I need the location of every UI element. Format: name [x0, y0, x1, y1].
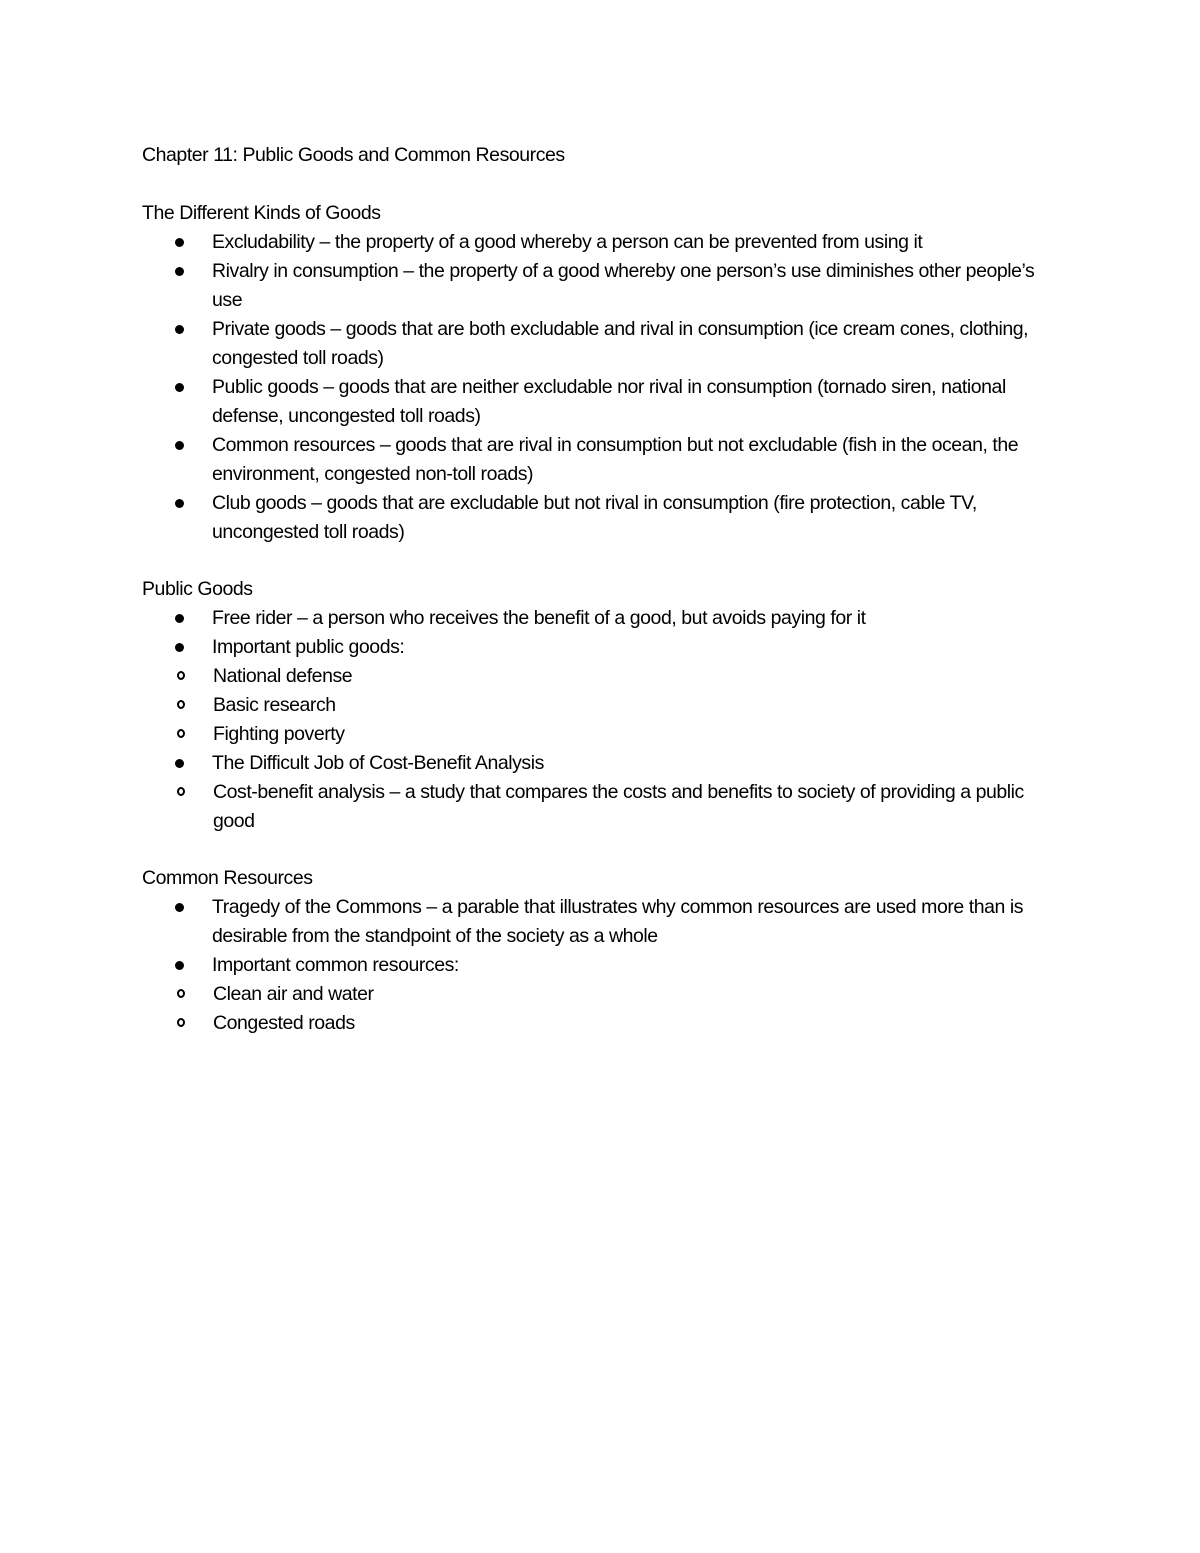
bullet-icon: [175, 238, 184, 247]
list-item-text: Rivalry in consumption – the property of a good whereby one person’s use diminishes other people’s use: [212, 260, 1035, 311]
sub-list-item-text: Fighting poverty: [213, 723, 345, 745]
sub-list-item: [142, 720, 1067, 749]
document-title: Chapter 11: Public Goods and Common Resources: [142, 144, 565, 166]
bullet-icon: [175, 614, 184, 623]
section-public-goods: [142, 575, 1067, 836]
bullet-icon: [175, 643, 184, 652]
section-heading: Common Resources: [142, 867, 313, 889]
sub-list-item-text: Congested roads: [213, 1012, 355, 1034]
list-item: [142, 489, 1067, 547]
hollow-bullet-icon: [177, 989, 185, 998]
bullet-icon: [175, 383, 184, 392]
sub-bullet-list: [142, 778, 1067, 836]
list-item-text: Excludability – the property of a good whereby a person can be prevented from using it: [212, 231, 923, 253]
list-item: [142, 431, 1067, 489]
bullet-icon: [175, 325, 184, 334]
sub-list-item: [142, 980, 1067, 1009]
list-item-text: Important public goods:: [212, 636, 405, 658]
bullet-icon: [175, 903, 184, 912]
list-item: [142, 373, 1067, 431]
list-item: [142, 749, 1067, 778]
list-item-text: Private goods – goods that are both excludable and rival in consumption (ice cream cones, clothing, congested toll roads): [212, 318, 1029, 369]
list-item: [142, 633, 1067, 662]
sub-bullet-list: [142, 662, 1067, 749]
hollow-bullet-icon: [177, 700, 185, 709]
section-heading: The Different Kinds of Goods: [142, 202, 381, 224]
document-content: [142, 141, 1067, 1066]
list-item: [142, 951, 1067, 980]
section-common-resources: [142, 864, 1067, 1038]
sub-list-item: [142, 778, 1067, 836]
bullet-icon: [175, 961, 184, 970]
bullet-icon: [175, 267, 184, 276]
bullet-list: [142, 228, 1067, 547]
list-item: [142, 893, 1067, 951]
bullet-icon: [175, 759, 184, 768]
sub-list-item-text: Basic research: [213, 694, 336, 716]
list-item-text: The Difficult Job of Cost-Benefit Analysis: [212, 752, 544, 774]
sub-list-item-text: Clean air and water: [213, 983, 374, 1005]
list-item-text: Tragedy of the Commons – a parable that illustrates why common resources are used more than is desirable from the standpoint of the society as a whole: [212, 896, 1024, 947]
hollow-bullet-icon: [177, 729, 185, 738]
sub-bullet-list: [142, 980, 1067, 1038]
sub-list-item: [142, 1009, 1067, 1038]
bullet-list: [142, 604, 1067, 662]
list-item: [142, 315, 1067, 373]
hollow-bullet-icon: [177, 787, 185, 796]
bullet-list: [142, 893, 1067, 980]
bullet-icon: [175, 499, 184, 508]
list-item-text: Free rider – a person who receives the benefit of a good, but avoids paying for it: [212, 607, 866, 629]
list-item: [142, 228, 1067, 257]
sub-list-item-text: National defense: [213, 665, 353, 687]
section-heading: Public Goods: [142, 578, 253, 600]
section-different-kinds-of-goods: [142, 199, 1067, 547]
list-item-text: Club goods – goods that are excludable but not rival in consumption (fire protection, cable TV, uncongested toll roads): [212, 492, 977, 543]
sub-list-item: [142, 691, 1067, 720]
hollow-bullet-icon: [177, 1018, 185, 1027]
sub-list-item-text: Cost-benefit analysis – a study that compares the costs and benefits to society of providing a public good: [213, 781, 1024, 832]
bullet-icon: [175, 441, 184, 450]
bullet-list: [142, 749, 1067, 778]
sub-list-item: [142, 662, 1067, 691]
hollow-bullet-icon: [177, 671, 185, 680]
list-item-text: Public goods – goods that are neither excludable nor rival in consumption (tornado siren, national defense, uncongested toll roads): [212, 376, 1006, 427]
list-item-text: Common resources – goods that are rival in consumption but not excludable (fish in the ocean, the environment, congested non-toll roads): [212, 434, 1019, 485]
list-item-text: Important common resources:: [212, 954, 459, 976]
list-item: [142, 257, 1067, 315]
list-item: [142, 604, 1067, 633]
